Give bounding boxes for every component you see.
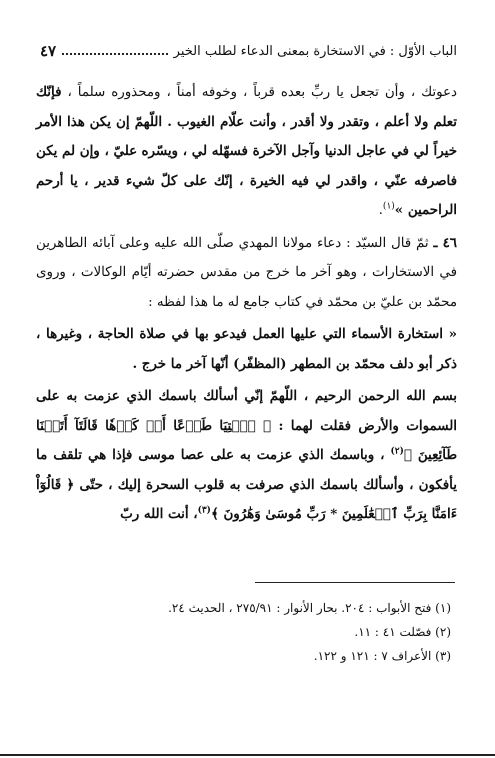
footnotes bbox=[60, 596, 451, 668]
text-line: آبائه الطاهرين في الاستخارات ، وهو آخر ما خرج من مقدس حضرته bbox=[36, 235, 457, 280]
footnote-ref-3[interactable]: (٣) bbox=[197, 505, 211, 516]
text-line: . bbox=[378, 203, 383, 218]
paragraph-1 bbox=[36, 78, 457, 226]
header-dot-leader bbox=[62, 53, 168, 55]
paragraph-dua bbox=[36, 382, 457, 530]
text-line: ، وباسمك الذي عزمت به على عصا موسى فإذا هي تلقف bbox=[53, 447, 385, 463]
text-line: هذا لفظه : bbox=[148, 294, 208, 310]
footnote-separator bbox=[255, 582, 455, 583]
main-text bbox=[36, 78, 457, 530]
text-line: ما يأفكون ، وأسألك باسمك الذي صرفت به قلوب السحرة إليك ، حتّى bbox=[36, 447, 457, 493]
footnote-1: (١) فتح الأبواب : ٢٠٤. بحار الأنوار : ٢٧٥/٩١ ، الحديث ٢٤. bbox=[168, 601, 451, 615]
quran-verse: طَآئِعِينَ ﴾ bbox=[403, 447, 457, 463]
chapter-title: الباب الأوّل : في الاستخارة بمعنى الدعاء لطلب الخير bbox=[173, 43, 457, 59]
quran-verse: ﴿ قَالُوٓاْ ءَامَنَّا بِرَبِّ ٱلۡعَٰلَمِينَ * رَبِّ مُوسَىٰ وَهَٰرُونَ ﴾ bbox=[36, 476, 457, 522]
text-line: هذا الأمر خيراً لي في عاجل الدنيا وآجل الآخرة فسهّله لي ، ويسّره bbox=[36, 113, 457, 159]
footnote-ref-2[interactable]: (٢) bbox=[390, 446, 404, 457]
text-line: فإنّك تعلم ولا أعلم ، وتقدر ولا أقدر ، وأنت علّام الغيوب . اللّهمّ إن يكن bbox=[36, 84, 457, 130]
text-line: دعوتك ، وأن تجعل يا ربِّ بعده قرباً ، وخوفه أمناً ، ومحذوره سلماً ، bbox=[67, 85, 457, 100]
text-line: ، أنت الله ربّ bbox=[120, 506, 198, 522]
paragraph-number: ٤٦ ـ bbox=[433, 234, 457, 251]
paragraph-istikhara bbox=[36, 320, 457, 379]
text-line: « استخارة الأسماء التي عليها العمل فيدعو بها في صلاة الحاجة ، bbox=[87, 326, 457, 342]
footnote-3: (٣) الأعراف ٧ : ١٢١ و ١٢٢. bbox=[313, 649, 451, 663]
footnote-2: (٢) فصّلت ٤١ : ١١. bbox=[354, 625, 451, 639]
text-line: شيء قدير ، يا أرحم الراحمين » bbox=[36, 172, 457, 218]
page-number: ٤٧ bbox=[40, 42, 57, 60]
text-line: بسم الله الرحمن الرحيم ، اللّهمّ إنّي أسألك باسمك الذي عزمت به bbox=[66, 388, 457, 404]
text-line: أيّام الوكالات ، وروى محمّد بن عليّ بن محمّد في كتاب جامع له ما bbox=[36, 265, 457, 310]
text-line: ثمّ قال السيّد : دعاء مولانا المهدي صلّى الله عليه وعلى bbox=[119, 235, 429, 251]
page-bottom-edge bbox=[0, 754, 495, 756]
text-line: عليّ ، وإن لم يكن فاصرفه عنّي ، واقدر لي فيه الخيرة ، إنّك على كلّ bbox=[36, 143, 457, 189]
text-line: وغيرها ، ذكر أبو دلف محمّد بن المطهر (المظفّر) أنّها آخر ما خرج . bbox=[36, 326, 457, 372]
paragraph-46 bbox=[36, 229, 457, 318]
running-header bbox=[40, 38, 457, 64]
quran-verse: على السموات والأرض فقلت لهما : ﴿ ٱئۡتِيَا طَوۡعًا أَوۡ كَرۡهٗا قَالَتَآ أَتَيۡنَا bbox=[36, 388, 457, 434]
footnote-ref-1[interactable]: (١) bbox=[382, 201, 395, 212]
